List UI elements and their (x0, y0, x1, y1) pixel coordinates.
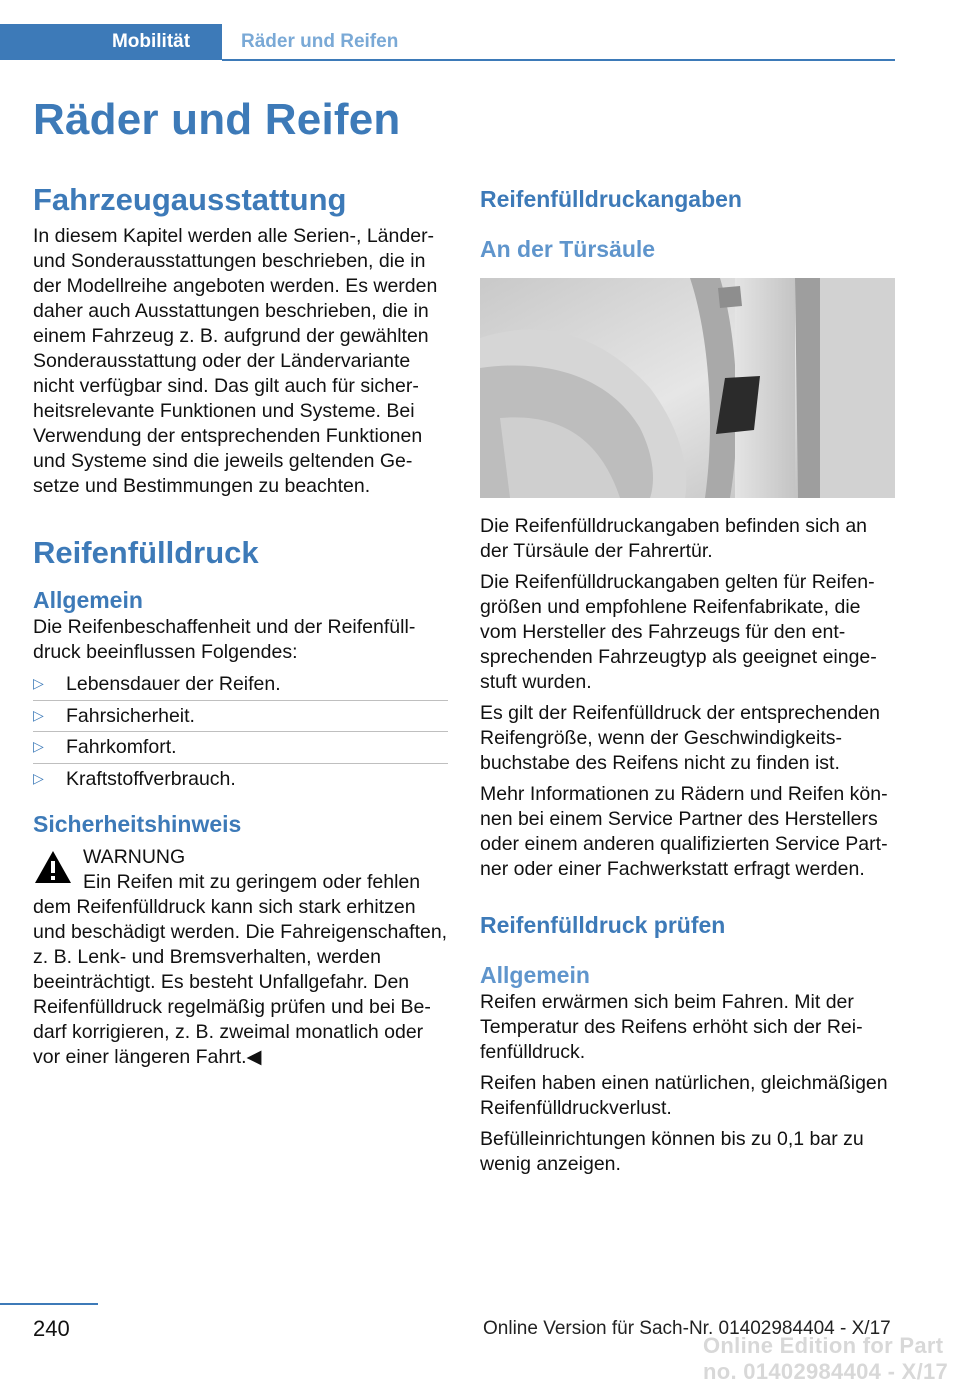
page-title: Räder und Reifen (33, 95, 401, 144)
warning-text-line1: Ein Reifen mit zu geringem oder fehlen (83, 871, 421, 893)
left-column (33, 180, 448, 1070)
list-item: ▷ Fahrsicherheit. (33, 701, 448, 733)
door-pillar-photo (480, 278, 895, 498)
para-validity: Die Reifenfülldruckangaben gelten für Reifengrößen und empfohlene Reifenfabrikate, die vom Hersteller des Fahrzeugs für den entsprechenden Fahrzeugtyp als geeignet eingestuft wurden. (480, 571, 877, 693)
check-para-devices: Befülleinrichtungen können bis zu 0,1 bar zu wenig anzeigen. (480, 1128, 864, 1175)
online-version-note: Online Version für Sach-Nr. 01402984404 - X/17 (483, 1318, 891, 1339)
warning-box (33, 845, 448, 1070)
triangle-right-icon: ▷ (33, 706, 44, 723)
pillar-heading: An der Türsäule (480, 236, 656, 262)
right-column (480, 180, 895, 1177)
general-text: Die Reifenbeschaffenheit und der Reifenfülldruck beeinflussen Folgendes: (33, 616, 416, 663)
warning-label: WARNUNG (83, 846, 186, 868)
breadcrumb: Räder und Reifen (241, 31, 399, 52)
pressure-heading: Reifenfülldruck (33, 535, 259, 570)
data-heading: Reifenfülldruckangaben (480, 186, 742, 212)
warning-triangle-icon (33, 849, 73, 885)
footer-divider (0, 1303, 98, 1305)
page-header (0, 24, 895, 62)
para-more-info: Mehr Informationen zu Rädern und Reifen können bei einem Service Partner des Herstellers oder einem anderen qualifizierten Service Partner oder einer Fachwerkstatt erfragt werden. (480, 783, 888, 880)
para-speed-letter: Es gilt der Reifenfülldruck der entsprechenden Reifengröße, wenn der Geschwindigkeitsbuchstabe des Reifens nicht zu finden ist. (480, 702, 880, 774)
list-item: ▷ Fahrkomfort. (33, 732, 448, 764)
header-divider (222, 59, 895, 61)
equipment-text: In diesem Kapitel werden alle Serien-, Länder- und Sonderausstattungen beschrieben, die in der Modellreihe angeboten werden. Es werden daher auch Ausstattungen beschrieben, die in einem Fahrzeug z. B. aufgrund der gewählten Sonderausstattung oder der Ländervariante nicht verfügbar sind. Das gilt auch für sicherheitsrelevante Funktionen und Systeme. Bei Verwendung der entsprechenden Funktionen und Systeme sind die jeweils geltenden Gesetze und Bestimmungen zu beachten. (33, 225, 438, 497)
warning-text: dem Reifenfülldruck kann sich stark erhitzen und beschädigt werden. Die Fahreigenschaften, z. B. Lenk- und Bremsverhalten, werden beeinträchtigt. Es besteht Unfallgefahr. Den Reifenfülldruck regelmäßig prüfen und bei Bedarf korrigieren, z. B. zweimal monatlich oder vor einer längeren Fahrt.◀ (33, 896, 448, 1068)
triangle-right-icon: ▷ (33, 738, 44, 754)
safety-heading: Sicherheitshinweis (33, 811, 242, 837)
para-location: Die Reifenfülldruckangaben befinden sich an der Türsäule der Fahrertür. (480, 515, 868, 562)
influence-list (33, 669, 448, 795)
check-para-loss: Reifen haben einen natürlichen, gleichmäßigen Reifenfülldruckverlust. (480, 1072, 888, 1119)
list-item: ▷ Lebensdauer der Reifen. (33, 669, 448, 701)
triangle-right-icon: ▷ (33, 769, 44, 786)
general-heading: Allgemein (33, 587, 143, 613)
check-general-heading: Allgemein (480, 962, 590, 988)
page-number: 240 (33, 1316, 70, 1341)
check-para-temperature: Reifen erwärmen sich beim Fahren. Mit der Temperatur des Reifens erhöht sich der Reifenfülldruck. (480, 991, 863, 1063)
chapter-tab: Mobilität (0, 24, 222, 60)
check-heading: Reifenfülldruck prüfen (480, 912, 726, 938)
list-item: ▷ Kraftstoffverbrauch. (33, 767, 236, 790)
watermark: Online Edition for Part no. 01402984404 - X/17 (703, 1333, 949, 1384)
equipment-heading: Fahrzeugausstattung (33, 182, 347, 217)
triangle-right-icon: ▷ (33, 675, 44, 691)
